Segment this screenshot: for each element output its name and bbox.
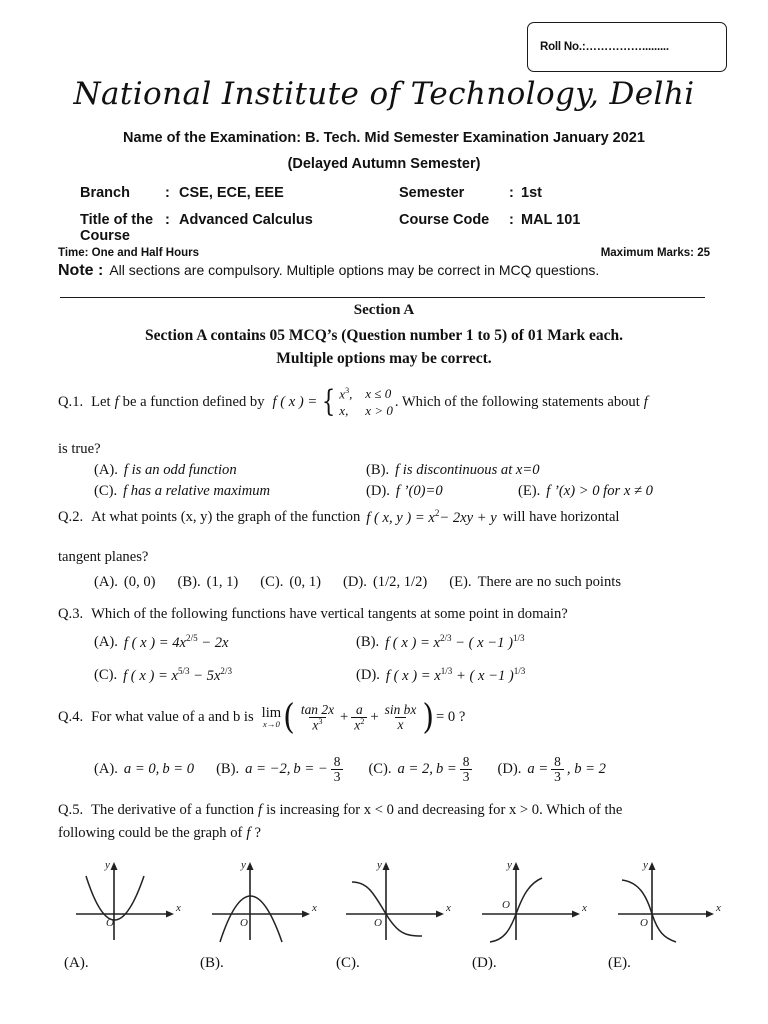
q5-text-a: The derivative of a function [91,802,255,818]
q5-text-d: ? [254,825,261,841]
q1-option-e[interactable]: (E). f ’(x) > 0 for x ≠ 0 [518,482,653,499]
q5-f-symbol-1: f [258,802,263,818]
q5-text-b: is increasing for x < 0 and decreasing for x > 0. Which of the [266,802,623,818]
q4-option-row [94,755,718,784]
q4-option-d[interactable]: (D). a = $\frac{8}{3}$ , b = 2 [497,754,606,785]
institute-title: National Institute of Technology, Delhi [73,76,695,112]
question-5 [58,802,718,842]
svg-text:y: y [377,859,382,871]
svg-text:y: y [643,859,648,871]
q2-option-a[interactable]: (A). (0, 0) [94,573,156,590]
branch-colon: : [165,185,170,201]
graph-labels-row [58,955,738,972]
graph-option-c[interactable] [330,856,466,953]
q1-function-def: f ( x ) = [272,393,318,410]
course-info [0,185,768,255]
q4-option-b[interactable]: (B). a = −2, b = − $\frac{8}{3}$ [216,755,346,784]
q4-plus-2: + [370,709,379,725]
q5-text-c: following could be the graph of [58,825,243,841]
svg-text:y: y [105,859,110,871]
q1-case1-expr: $x^3$, [339,386,353,402]
q4-option-a[interactable]: (A). a = 0, b = 0 [94,761,195,778]
exam-name: Name of the Examination: B. Tech. Mid Semester Examination January 2021 [123,130,645,146]
q1-text-d: is true? [58,440,101,457]
course-code-label: Course Code [399,212,490,228]
q2-text-c: tangent planes? [58,548,149,565]
course-title-value: Advanced Calculus [179,212,313,228]
semester-value: 1st [521,185,542,201]
info-row-course [0,212,768,244]
q1-stem-cont [58,441,718,458]
note-row [58,262,718,280]
q4-c-fraction: $\frac{8}{3}$ [460,755,473,784]
q1-f-symbol-2: f [643,393,648,410]
graph-label-a: (A). [64,955,89,971]
q3-number: Q.3. [58,606,84,622]
q4-text: For what value of a and b is [91,709,254,725]
max-marks-text: Maximum Marks: 25 [600,247,710,259]
note-text: All sections are compulsory. Multiple options may be correct in MCQ questions. [109,262,600,278]
q1-text-b: be a function defined by [122,393,265,410]
q3-text: Which of the following functions have vertical tangents at some point in domain? [91,606,568,622]
q4-number: Q.4. [58,709,84,725]
q3-option-row-1 [94,633,718,652]
q5-stem-cont [58,825,718,842]
graph-option-e[interactable] [602,856,738,953]
q4-b-fraction: $\frac{8}{3}$ [331,755,344,784]
branch-label: Branch [80,185,130,201]
note-label: Note : [58,262,104,279]
q1-text-a: Let [91,393,111,410]
q1-stem [58,386,718,419]
svg-text:O: O [240,917,248,929]
section-note: Multiple options may be correct. [276,350,492,367]
graph-label-d: (D). [472,955,497,971]
q1-option-b[interactable]: (B). f is discontinuous at x=0 [366,461,540,478]
q4-lim-label: lim [261,705,282,722]
time-text: Time: One and Half Hours [58,247,200,259]
section-title: Section A [353,302,415,318]
svg-text:O: O [640,917,648,929]
question-1 [58,386,718,500]
q2-text-a: At what points (x, y) the graph of the function [91,508,361,525]
roll-no-label: Roll No.:……………......... [540,41,669,53]
course-code-colon: : [509,212,514,228]
exam-subtitle: (Delayed Autumn Semester) [287,156,481,172]
course-title-label: Title of the Course [80,212,154,244]
svg-text:x: x [176,902,181,914]
q3-stem [58,606,718,623]
graph-increasing-cubic-icon [466,856,596,948]
q2-option-row [94,574,718,591]
q1-f-symbol-1: f [114,393,119,410]
q2-option-c[interactable]: (C). (0, 1) [260,573,322,590]
question-2 [58,508,718,591]
section-description: Section A contains 05 MCQ’s (Question number 1 to 5) of 01 Mark each. [145,327,623,344]
graph-option-a[interactable] [58,856,194,953]
question-4 [58,697,718,785]
q1-piecewise [319,386,393,419]
q1-option-d[interactable]: (D). f ’(0)=0 [366,482,443,499]
time-marks-row [58,247,710,259]
left-paren-icon: ( [283,697,295,738]
q3-option-row-2 [94,666,718,685]
graph-downward-parabola-icon [194,856,324,948]
q4-option-c[interactable]: (C). a = 2, b = $\frac{8}{3}$ [368,755,475,784]
q1-option-a[interactable]: (A). f is an odd function [94,461,237,478]
svg-text:x: x [312,902,317,914]
q1-option-c[interactable]: (C). f has a relative maximum [94,482,271,499]
svg-text:O: O [502,899,510,911]
q4-plus-1: + [340,709,349,725]
svg-text:x: x [716,902,721,914]
q4-term-2: $\frac{a}{x^2}$ [351,703,367,733]
q2-stem [58,508,718,527]
graph-label-e: (E). [608,955,631,971]
q5-graph-options [58,856,738,972]
branch-value: CSE, ECE, EEE [179,185,284,201]
q4-term-1: $\frac{\tan 2x}{x^3}$ [300,701,335,733]
graph-steep-decreasing-icon [602,856,732,948]
q2-stem-cont [58,549,718,566]
graph-label-c: (C). [336,955,360,971]
semester-label: Semester [399,185,465,201]
q4-d-fraction: $\frac{8}{3}$ [551,755,564,784]
svg-text:O: O [106,917,114,929]
graph-row [58,856,738,953]
q4-options [94,755,718,784]
graph-decreasing-sigmoid-icon [330,856,460,948]
q5-f-symbol-2: f [246,825,251,841]
brace-icon: { [322,384,336,420]
svg-text:x: x [582,902,587,914]
graph-option-b[interactable] [194,856,330,953]
q2-text-b: will have horizontal [502,508,620,525]
q1-option-row-2 [94,483,718,500]
q2-number: Q.2. [58,508,84,525]
q1-case1-cond: x ≤ 0 [365,386,392,401]
svg-text:x: x [446,902,451,914]
q2-option-b[interactable]: (B). (1, 1) [177,573,239,590]
q4-lim-sub: x→0 [262,718,280,729]
q3-option-d[interactable]: (D). f ( x ) = $x^{1/3}$ + ( x −1 )$^{1/3}$ [356,665,526,684]
svg-text:O: O [374,917,382,929]
q3-option-a[interactable]: (A). f ( x ) = $4x^{2/5} - 2x$ [94,633,229,651]
question-3 [58,606,718,685]
graph-label-b: (B). [200,955,224,971]
q2-option-e[interactable]: (E). There are no such points [449,573,622,590]
q4-limit-operator [262,706,281,728]
semester-colon: : [509,185,514,201]
svg-text:y: y [241,859,246,871]
svg-text:y: y [507,859,512,871]
q3-option-b[interactable]: (B). f ( x ) = $x^{2/3}$ − ( x −1 )$^{1/3}$ [356,633,525,651]
graph-option-d[interactable] [466,856,602,953]
q1-options [94,462,718,500]
q5-number: Q.5. [58,802,84,818]
q4-equals: = 0 ? [436,709,466,725]
course-title-colon: : [165,212,170,228]
q5-stem [58,802,718,819]
section-divider [60,297,705,298]
q2-options [94,574,718,591]
q1-number: Q.1. [58,393,84,410]
q4-term-3: $\frac{\text{sin bx}}{x}$ [384,701,417,732]
q3-option-c[interactable]: (C). f ( x ) = $x^{5/3} - 5x^{2/3}$ [94,665,232,684]
info-row-branch [0,185,768,201]
course-code-value: MAL 101 [521,212,581,228]
q1-case2-expr: x, [339,402,349,418]
roll-no-box[interactable] [527,22,727,72]
q1-text-c: . Which of the following statements about [394,393,640,410]
q3-options [94,633,718,685]
graph-upward-parabola-icon [58,856,188,948]
q1-option-row-1 [94,462,718,479]
q2-option-d[interactable]: (D). (1/2, 1/2) [343,573,428,590]
q1-case2-cond: x > 0 [365,402,393,418]
right-paren-icon: ) [422,697,435,738]
q4-stem [58,697,718,738]
q2-function-def: f ( x, y ) = $x^2- 2xy + y$ [366,508,497,526]
